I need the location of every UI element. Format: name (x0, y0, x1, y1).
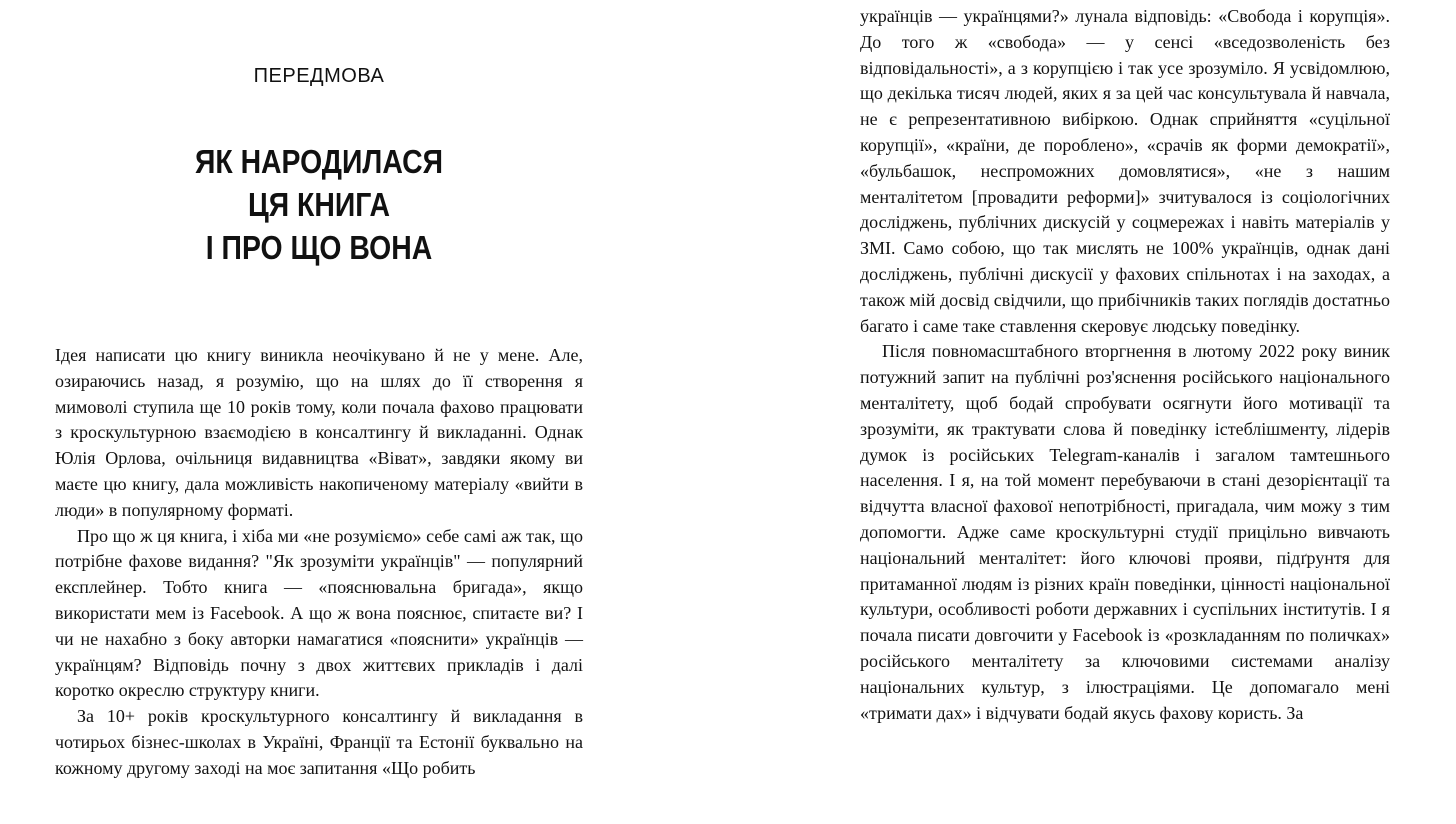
right-page (860, 0, 1390, 824)
paragraph: За 10+ років кроскультурного консалтингу й викладання в чотирьох бізнес-школах в Україні, Франції та Естонії буквально на кожному другому заході на моє запитання «Що робить (55, 706, 583, 778)
paragraph: Ідея написати цю книгу виникла неочікувано й не у мене. Але, озираючись назад, я розумію, що на шлях до її створення я мимоволі ступила ще 10 років тому, коли почала фахово працювати з кроскультурною взаємодією в консалтингу й викладанні. Однак Юлія Орлова, очільниця видавництва «Віват», завдяки якому ви маєте цю книгу, дала можливість накопиченому матеріалу «вийти в люди» в популярному форматі. (55, 345, 583, 520)
left-page (55, 0, 583, 824)
right-body-text (860, 4, 1390, 726)
paragraph: українців — українцями?» лунала відповідь: «Свобода і корупція». До того ж «свобода» — у сенсі «вседозволеність без відповідальності», а з корупцією і так усе зрозуміло. Я усвідомлюю, що декілька тисяч людей, яких я за цей час консультувала й навчала, не є репрезентативною вибіркою. Однак сприйняття «суцільної корупції», «країни, де пороблено», «срачів як форми демократії», «бульбашок, неспроможних домовлятися», «не з нашим менталітетом [провадити реформи]» зчитувалося із соціологічних досліджень, публічних дискусій у соцмережах і навіть матеріалів у ЗМІ. Само собою, що так мислять не 100% українців, однак дані досліджень, публічні дискусії у фахових спільнотах і на заходах, а також мій досвід свідчили, що прибічників таких поглядів достатньо багато і саме таке ставлення скеровує людську поведінку. (860, 6, 1390, 336)
chapter-title (92, 140, 546, 269)
chapter-title-line-2: ЦЯ КНИГА (247, 186, 391, 223)
paragraph: Після повномасштабного вторгнення в лютому 2022 року виник потужний запит на публічні роз'яснення російського національного менталітету, щоб бодай спробувати осягнути його мотивації та зрозуміти, як трактувати слова й поведінку істеблішменту, лідерів думок із російських Telegram-каналів і загалом тамтешнього населення. І я, на той момент перебуваючи в стані дезорієнтації та відчутта власної фахової непотрібності, пригадала, чим можу з тим допомогти. Адже саме кроскультурні студії прицільно вивчають національний менталітет: його ключові прояви, підґрунтя для притаманної людям із різних країн поведінки, цінності національної культури, особливості роботи державних і суспільних інститутів. І я почала писати довгочити у Facebook із «розкладанням по поличках» російського менталітету за ключовими системами аналізу національних культур, з ілюстраціями. Це допомагало мені «тримати дах» і відчувати бодай якусь фахову користь. За (860, 341, 1390, 723)
section-label: ПЕРЕДМОВА (253, 65, 385, 87)
paragraph: Про що ж ця книга, і хіба ми «не розуміємо» себе самі аж так, що потрібне фахове видання? "Як зрозуміти українців" — популярний експлейнер. Тобто книга — «пояснювальна бригада», якщо використати мем із Facebook. А що ж вона пояснює, спитаєте ви? І чи не нахабно з боку авторки намагатися «пояснити» українців — українцям? Відповідь почну з двох життєвих прикладів і далі коротко окреслю структуру книги. (55, 525, 583, 701)
chapter-title-line-3: І ПРО ЩО ВОНА (205, 229, 433, 266)
chapter-title-line-1: ЯК НАРОДИЛАСЯ (194, 143, 444, 180)
left-body-text (55, 343, 583, 782)
